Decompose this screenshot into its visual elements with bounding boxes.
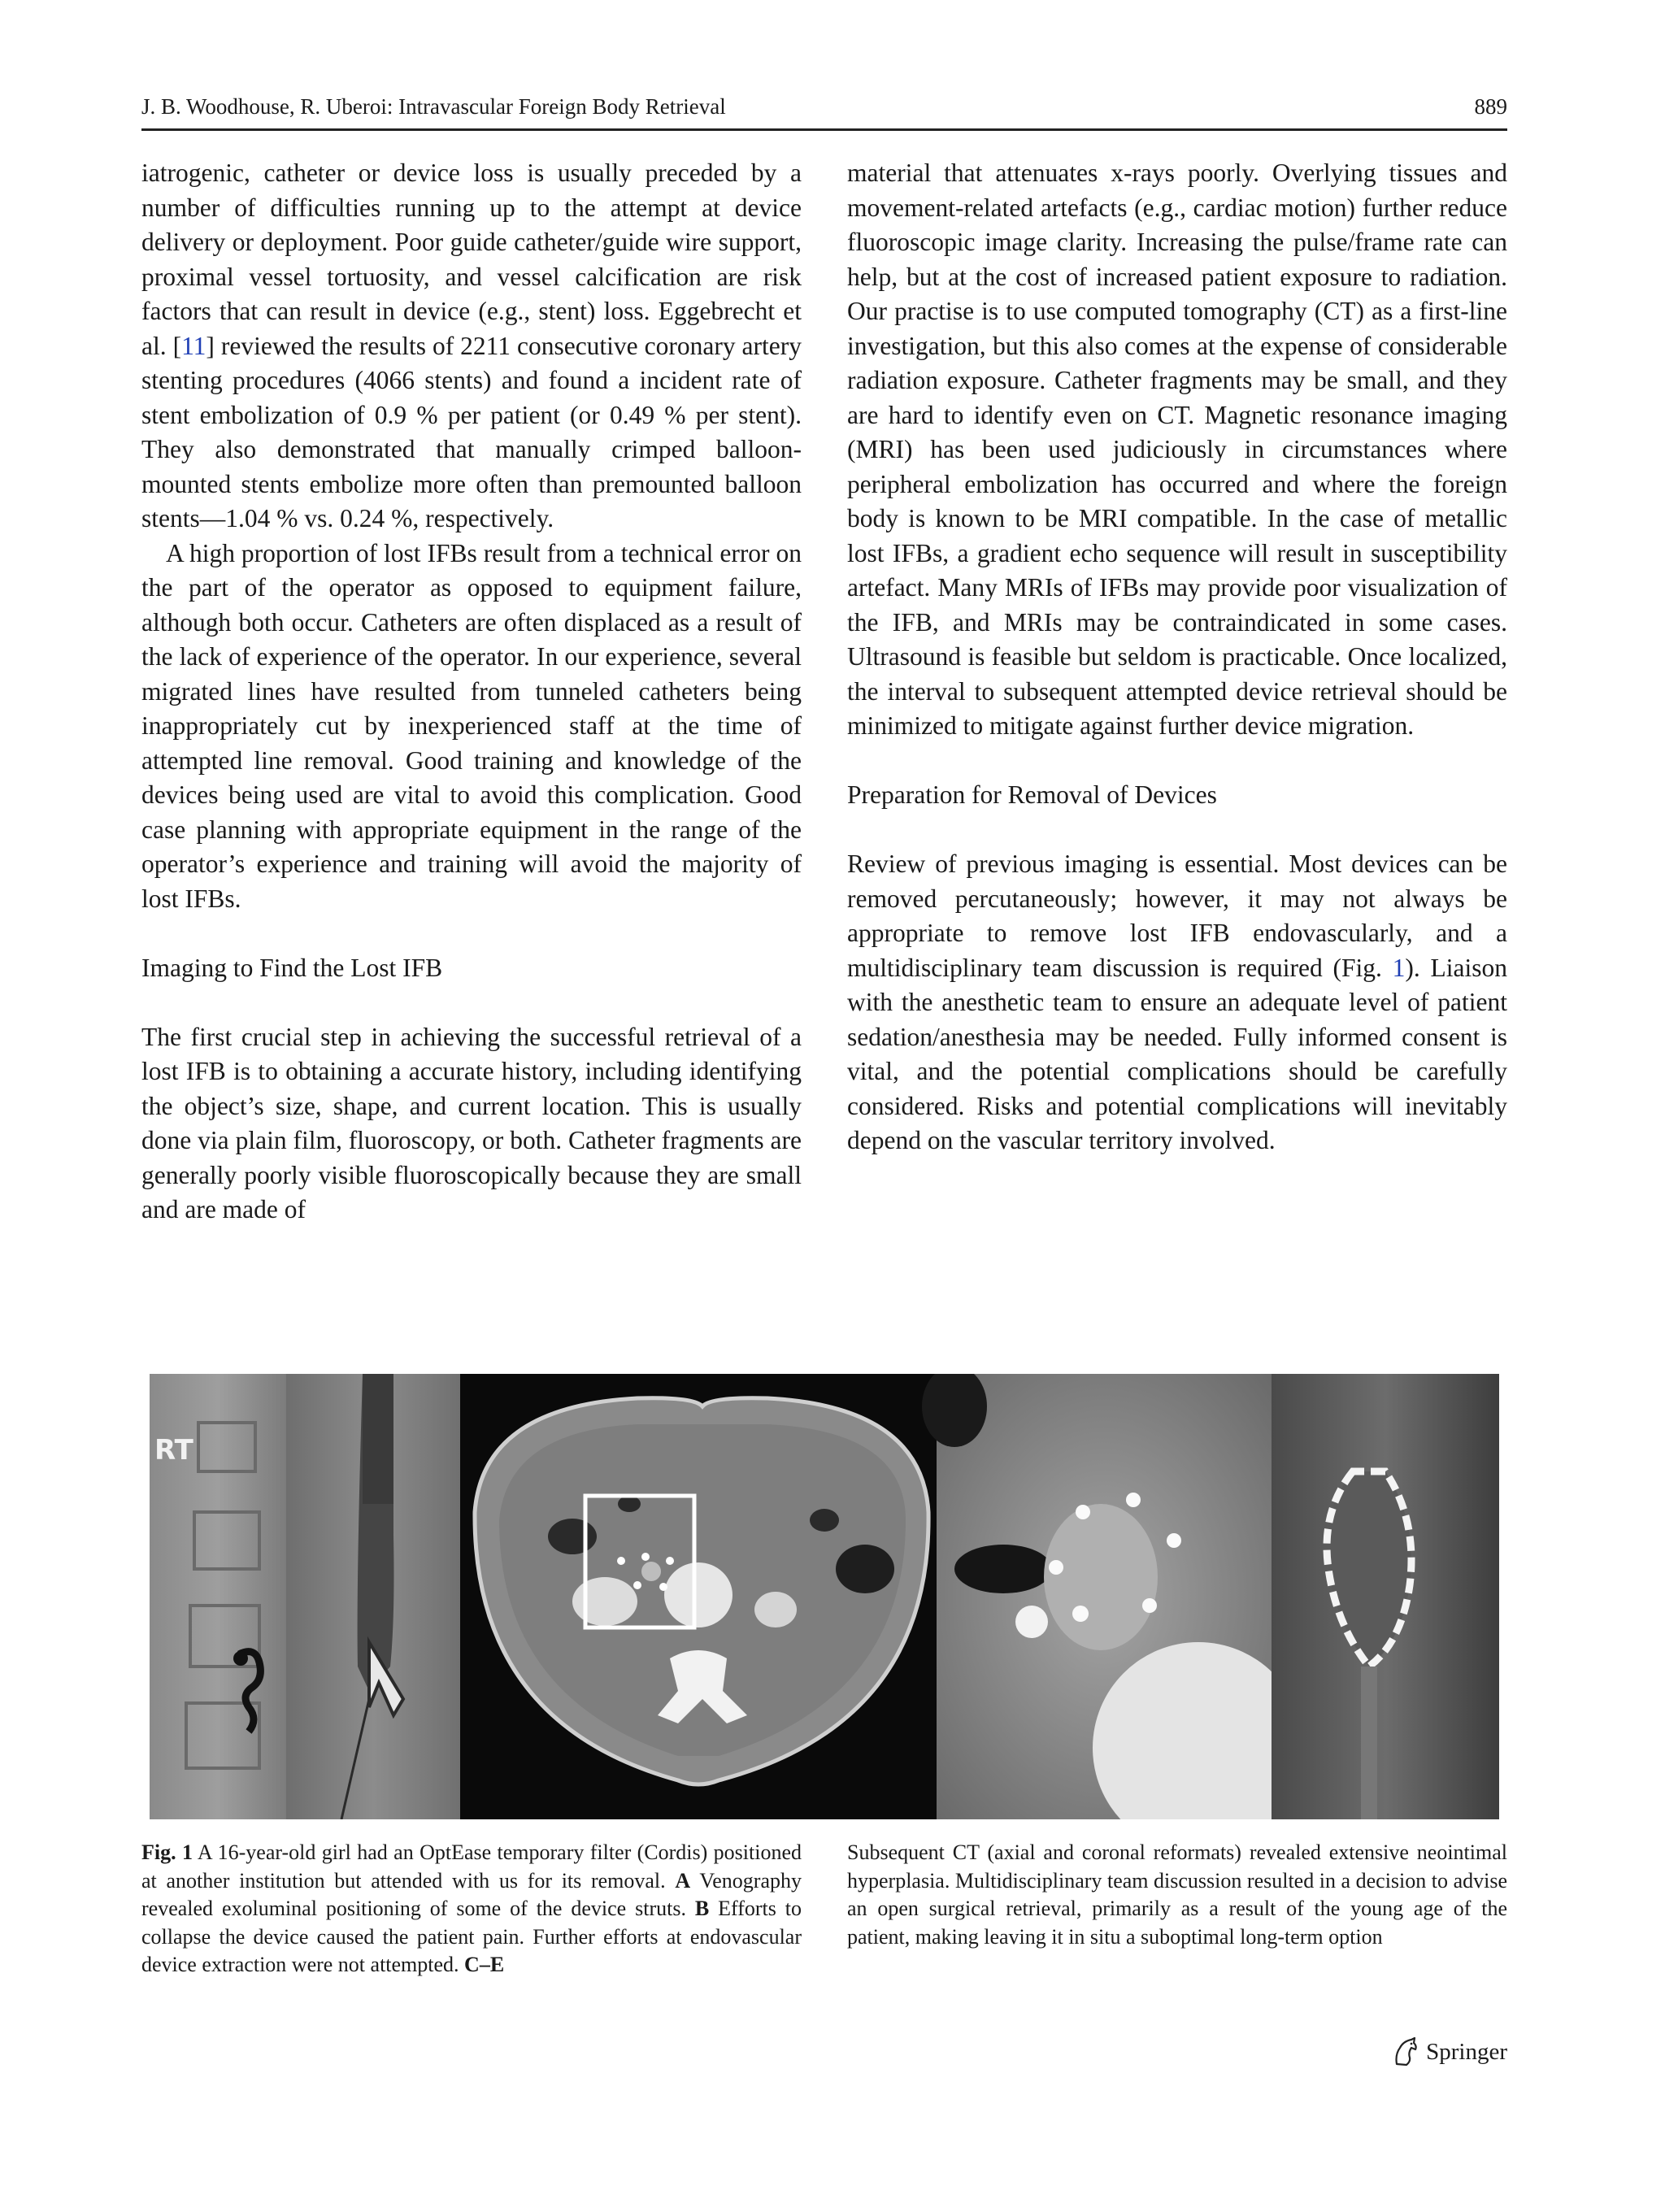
panel-label-rt: RT [154,1434,193,1467]
right-column [847,156,1507,1158]
running-title: J. B. Woodhouse, R. Uberoi: Intravascular Foreign Body Retrieval [141,94,726,119]
paragraph: material that attenuates x-rays poorly. Overlying tissues and movement-related artefacts (e.g., cardiac motion) further reduce fluoroscopic image clarity. Increasing the pulse/frame rate can help, but at the cost of increased patient exposure to radiation. Our practise is to use computed tomography (CT) as a first-line investigation, but this also comes at the expense of considerable radiation exposure. Catheter fragments may be small, and they are hard to identify even on CT. Magnetic resonance imaging (MRI) has been used judiciously in circumstances where peripheral embolization has occurred and where the foreign body is known to be MRI compatible. In the case of metallic lost IFBs, a gradient echo sequence will result in susceptibility artefact. Many MRIs of IFBs may provide poor visualization of the IFB, and MRIs may be contraindicated in some cases. Ultrasound is feasible but seldom is practicable. Once localized, the interval to subsequent attempted device retrieval should be minimized to mitigate against further device migration. [847,159,1507,740]
text-run: iatrogenic, catheter or device loss is usually preceded by a number of difficulties running up to the attempt at device delivery or deployment. Poor guide catheter/guide wire support, proximal vessel tortuosity, and vessel calcification are risk factors that can result in device (e.g., stent) loss. Eggebrecht et al. [ [141,159,802,360]
panel-d-zoomed-ct [922,1374,1304,1819]
text-run: ] reviewed the results of 2211 consecutive coronary artery stenting procedures (4066 stents) and found a incident rate of stent embolization of 0.9 % per patient (or 0.49 % per stent). They also demonstrated that manually crimped balloon-mounted stents embolize more often than premounted balloon stents—1.04 % vs. 0.24 %, respectively. [141,331,802,532]
caption-part-label: A [675,1868,691,1893]
page-number: 889 [1474,94,1507,119]
reference-link-11[interactable]: 11 [181,331,206,360]
paragraph: A high proportion of lost IFBs result from a technical error on the part of the operator as opposed to equipment failure, although both occur. Catheters are often displaced as a result of the lack of experience of the operator. In our experience, several migrated lines have resulted from tunneled catheters being inappropriately cut by inexperienced staff at the time of attempted line removal. Good training and knowledge of the devices being used are vital to avoid this complication. Good case planning with appropriate equipment in the range of the operator’s experience and training will avoid the majority of lost IFBs. [141,538,802,913]
figure-1-image [150,1374,1499,1819]
figure-caption-right: Subsequent CT (axial and coronal reformats) revealed extensive neointimal hyperplasia. Multidisciplinary team discussion resulted in a decision to advise an open surgical retrieval, primarily as a result of the young age of the patient, making leaving it in situ a suboptimal long-term option [847,1840,1507,1949]
caption-text: Efforts to collapse the device caused the patient pain. Further efforts at endovascular device extraction were not attempted. [141,1897,802,1976]
panel-b-fluoroscopy [286,1374,460,1819]
caption-part-label: C–E [464,1953,505,1976]
section-heading: Preparation for Removal of Devices [847,780,1217,809]
text-run: Review of previous imaging is essential. Most devices can be removed percutaneously; however, it may not always be appropriate to remove lost IFB endovascularly, and a multidisciplinary team discussion is required (Fig. [847,850,1507,982]
publisher-logo [1392,2034,1507,2070]
section-heading: Imaging to Find the Lost IFB [141,953,443,982]
panel-a-venography [150,1374,286,1819]
text-run: ). Liaison with the anesthetic team to ensure an adequate level of patient sedation/anesthesia may be needed. Fully informed consent is vital, and the potential complications should be carefully considered. Risks and potential complications will inevitably depend on the vascular territory involved. [847,953,1507,1154]
publisher-name: Springer [1426,2038,1507,2065]
caption-part-label: B [694,1897,710,1920]
figure-link-1[interactable]: 1 [1392,953,1406,982]
running-header [141,89,1507,131]
panel-e-coronal-ct [1272,1374,1499,1819]
caption-label: Fig. 1 [141,1840,193,1864]
left-column [141,156,802,1228]
panel-c-axial-ct [460,1374,937,1819]
caption-text: A 16-year-old girl had an OptEase temporary filter (Cordis) positioned at another institution but attended with us for its removal. [141,1840,802,1893]
springer-horse-icon [1392,2036,1419,2067]
paragraph [141,156,802,537]
paragraph: The first crucial step in achieving the successful retrieval of a lost IFB is to obtaining a accurate history, including identifying the object’s size, shape, and current location. This is usually done via plain film, fluoroscopy, or both. Catheter fragments are generally poorly visible fluoroscopically because they are small and are made of [141,1022,802,1223]
figure-caption-left [141,1839,802,1980]
paragraph [847,847,1507,1158]
caption-text: Venography revealed exoluminal positioning of some of the device struts. [141,1868,802,1920]
